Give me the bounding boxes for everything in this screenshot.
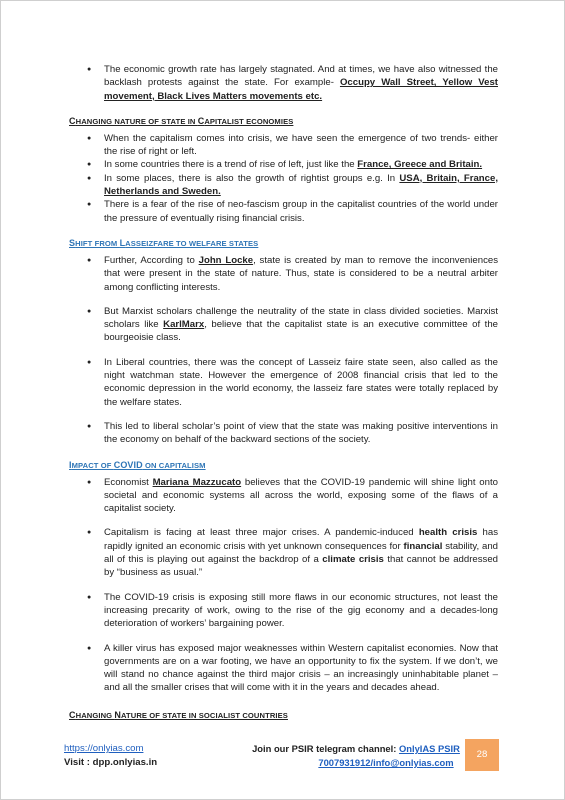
section-heading-capitalist-state: CHANGING NATURE OF STATE IN CAPITALIST ECONOMIES (69, 115, 294, 126)
karl-marx-highlight: KarlMarx (163, 319, 205, 331)
list-item: ● Capitalism is facing at least three major crises. A pandemic-induced health crisis has rapidly ignited an economic crisis with yet unknown consequences for financial stability, and all of this is playing out against the backdrop of a climate crisis that cannot be addressed by “business as usual.” (104, 526, 498, 579)
page-number: 28 (465, 739, 499, 771)
contact-link[interactable]: 7007931912/info@onlyias.com (318, 757, 454, 768)
section-heading-socialist: CHANGING NATURE OF STATE IN SOCIALIST COUNTRIES (69, 709, 288, 720)
list-item: ● In some places, there is also the growth of rightist groups e.g. In USA, Britain, France, Netherlands and Sweden. (104, 172, 498, 199)
john-locke-highlight: John Locke (198, 254, 254, 266)
list-item: ● This led to liberal scholar’s point of view that the state was making positive interventions in the economy on behalf of the backward sections of the society. (104, 420, 498, 447)
movements-highlight: Occupy Wall Street, Yellow Vest movement, Black Lives Matters movements etc. (104, 77, 498, 102)
footer-center (251, 742, 461, 770)
covid-list (1, 476, 565, 695)
list-item: ● In Liberal countries, there was the concept of Lasseiz faire state seen, also called as the night watchman state. However the emergence of 2008 financial crisis that led to the economic depression in the world economy, the lasseiz fare states were totally replaced by the welfare states. (104, 356, 498, 409)
list-item: ● When the capitalism comes into crisis, we have seen the emergence of two trends- either the rise of right or left. (104, 132, 498, 159)
capitalist-state-list (1, 132, 565, 225)
footer-left (64, 742, 157, 770)
list-item: ● Further, According to John Locke, state is created by man to remove the inconveniences that were present in the state of nature. Thus, state is considered to be a neutral arbiter among conflicting interests. (104, 254, 498, 294)
list-item: ● There is a fear of the rise of neo-fascism group in the capitalist countries of the world under the pressure of eventually rising financial crisis. (104, 198, 498, 225)
welfare-states-list (1, 254, 565, 447)
countries-highlight: USA, Britain, France, Netherlands and Sweden. (104, 172, 498, 198)
countries-highlight: France, Greece and Britain. (357, 159, 483, 171)
mazzucato-highlight: Mariana Mazzucato (152, 476, 242, 488)
list-item: ● In some countries there is a trend of rise of left, just like the France, Greece and Britain. (104, 158, 498, 171)
intro-list (1, 63, 565, 103)
section-heading-welfare-states: SHIFT FROM LASSEIZFARE TO WELFARE STATES (69, 237, 259, 248)
list-item (104, 63, 498, 103)
telegram-link[interactable]: OnlyIAS PSIR (398, 743, 460, 754)
page-footer (1, 739, 565, 779)
page-content (1, 63, 565, 726)
visit-text: Visit : dpp.onlyias.in (64, 757, 158, 768)
list-item: ● But Marxist scholars challenge the neutrality of the state in class divided societies. Marxist scholars like KarlMarx, believe that the capitalist state is an executive committee of the bourgeoisie class. (104, 305, 498, 345)
list-item: ● A killer virus has exposed major weaknesses within Western capitalist economies. Now that governments are on a war footing, we have an opportunity to fix the system. If we don’t, we will stand no chance against the third major crisis – an increasingly uninhabitable planet – and all the smaller crises that will come with it in the years and decades ahead. (104, 642, 498, 695)
list-item: ● Economist Mariana Mazzucato believes that the COVID-19 pandemic will shine light onto societal and economic systems all across the world, exposing some of the flaws of a capitalist society. (104, 476, 498, 516)
website-link[interactable]: https://onlyias.com (64, 743, 144, 754)
list-item: ● The COVID-19 crisis is exposing still more flaws in our economic structures, not least the increasing precarity of work, owing to the rise of the gig economy and a decades-long deterioration of workers’ bargaining power. (104, 591, 498, 631)
telegram-text: Join our PSIR telegram channel: (252, 743, 399, 754)
section-heading-covid: IMPACT OF COVID ON CAPITALISM (69, 459, 206, 470)
bullet-text: The economic growth rate has largely stagnated. And at times, we have also witnessed the backlash protests against the state. For example- (104, 64, 498, 89)
